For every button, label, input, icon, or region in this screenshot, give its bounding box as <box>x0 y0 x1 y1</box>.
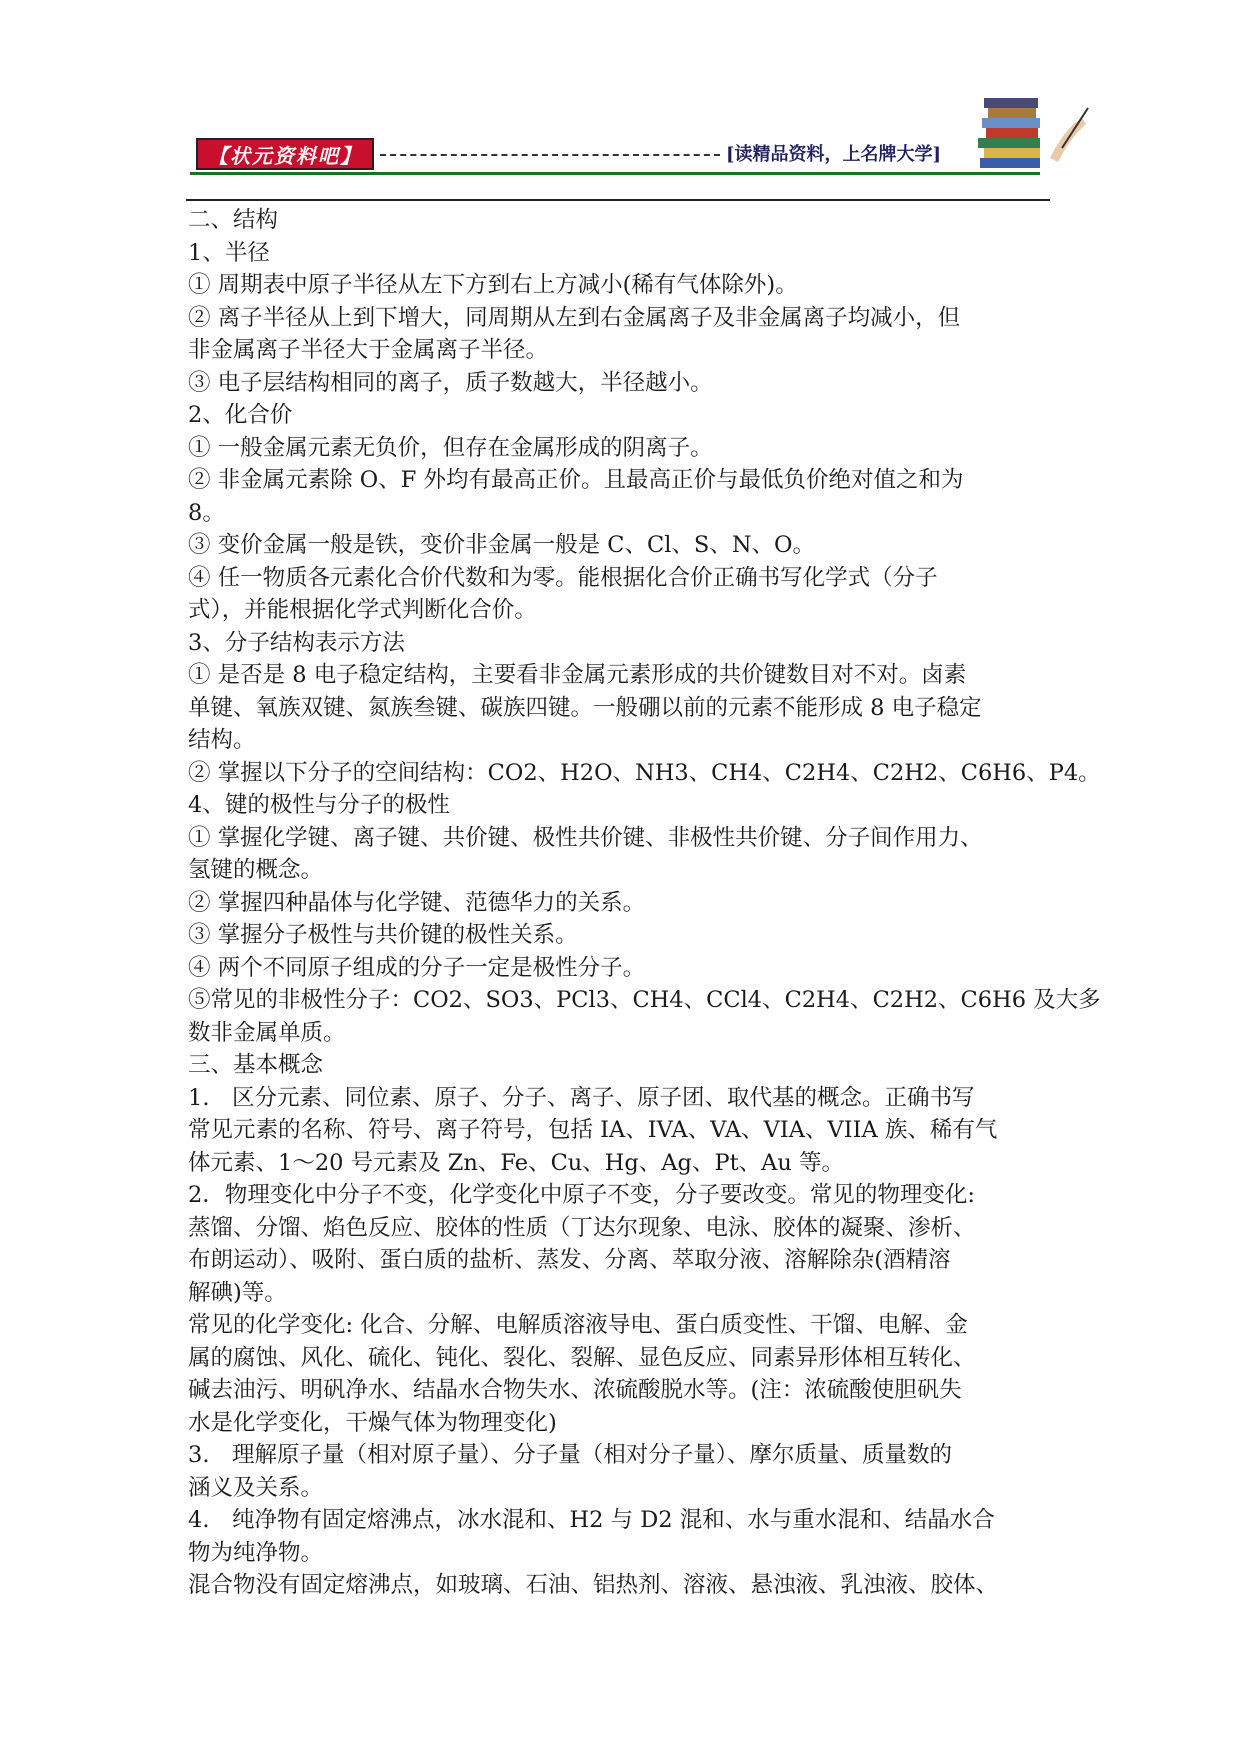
text-line: ② 掌握四种晶体与化学键、范德华力的关系。 <box>188 889 646 916</box>
text-line: 常见元素的名称、符号、离子符号，包括 IA、IVA、VA、VIA、VIIA 族、稀有气 <box>188 1117 998 1143</box>
text-line: 1. 区分元素、同位素、原子、分子、离子、原子团、取代基的概念。正确书写 <box>188 1084 975 1111</box>
text-line: 物为纯净物。 <box>188 1539 324 1566</box>
header-green-bar <box>190 172 1040 175</box>
text-line: ① 周期表中原子半径从左下方到右上方减小(稀有气体除外)。 <box>188 272 798 298</box>
text-line: ② 非金属元素除 O、F 外均有最高正价。且最高正价与最低负价绝对值之和为 <box>188 467 964 493</box>
page-header <box>190 88 1090 188</box>
text-line: ① 掌握化学键、离子键、共价键、极性共价键、非极性共价键、分子间作用力、 <box>188 824 983 851</box>
text-line: 布朗运动）、吸附、蛋白质的盐析、蒸发、分离、萃取分液、溶解除杂(酒精溶 <box>188 1247 951 1273</box>
text-line: ③ 变价金属一般是铁，变价非金属一般是 C、Cl、S、N、O。 <box>188 532 815 558</box>
text-line: 碱去油污、明矾净水、结晶水合物失水、浓硫酸脱水等。(注：浓硫酸使胆矾失 <box>188 1377 962 1403</box>
text-line: ③ 电子层结构相同的离子，质子数越大，半径越小。 <box>188 369 713 396</box>
text-line: 8。 <box>188 499 225 526</box>
text-line: 4、键的极性与分子的极性 <box>188 792 450 818</box>
text-line: ① 一般金属元素无负价，但存在金属形成的阴离子。 <box>188 434 713 461</box>
text-line: ④ 任一物质各元素化合价代数和为零。能根据化合价正确书写化学式（分子 <box>188 564 938 591</box>
text-line: ② 离子半径从上到下增大，同周期从左到右金属离子及非金属离子均减小，但 <box>188 304 961 331</box>
document-body <box>188 204 1101 1602</box>
text-line: 体元素、1～20 号元素及 Zn、Fe、Cu、Hg、Ag、Pt、Au 等。 <box>188 1149 845 1176</box>
text-line: 混合物没有固定熔沸点，如玻璃、石油、铝热剂、溶液、悬浊液、乳浊液、胶体、 <box>188 1572 999 1598</box>
text-line: 结构。 <box>188 727 256 753</box>
books-icon <box>970 88 1090 172</box>
text-line: 解碘)等。 <box>188 1279 287 1306</box>
text-line: ③ 掌握分子极性与共价键的极性关系。 <box>188 922 578 948</box>
text-line: ① 是否是 8 电子稳定结构，主要看非金属元素形成的共价键数目对不对。卤素 <box>188 662 967 688</box>
text-line: 涵义及关系。 <box>188 1474 324 1501</box>
text-line: ④ 两个不同原子组成的分子一定是极性分子。 <box>188 954 646 981</box>
text-line: 二、结构 <box>188 207 279 233</box>
text-line: 1、半径 <box>188 239 270 266</box>
text-line: 2．物理变化中分子不变，化学变化中原子不变，分子要改变。常见的物理变化: <box>188 1182 975 1208</box>
text-line: 3. 理解原子量（相对原子量）、分子量（相对分子量）、摩尔质量、质量数的 <box>188 1442 952 1468</box>
text-line: 常见的化学变化: 化合、分解、电解质溶液导电、蛋白质变性、干馏、电解、金 <box>188 1312 968 1338</box>
text-line: 单键、氧族双键、氮族叁键、碳族四键。一般硼以前的元素不能形成 8 电子稳定 <box>188 694 982 721</box>
text-line: 属的腐蚀、风化、硫化、钝化、裂化、裂解、显色反应、同素异形体相互转化、 <box>188 1344 976 1371</box>
header-slogan: [读精品资料，上名牌大学] <box>726 144 942 165</box>
text-line: 氢键的概念。 <box>188 857 324 883</box>
text-line: ⑤常见的非极性分子：CO2、SO3、PCl3、CH4、CCl4、C2H4、C2H2、C6H6 及大多 <box>188 987 1101 1013</box>
text-line: 三、基本概念 <box>188 1052 324 1078</box>
text-line: 蒸馏、分馏、焰色反应、胶体的性质（丁达尔现象、电泳、胶体的凝聚、渗析、 <box>188 1214 976 1241</box>
text-line: ② 掌握以下分子的空间结构：CO2、H2O、NH3、CH4、C2H4、C2H2、C6H6、P4。 <box>188 759 1101 786</box>
text-line: 数非金属单质。 <box>188 1019 346 1046</box>
text-line: 2、化合价 <box>188 402 293 428</box>
header-rule <box>186 199 1050 201</box>
text-line: 式），并能根据化学式判断化合价。 <box>188 597 537 623</box>
text-line: 4. 纯净物有固定熔沸点，冰水混和、H2 与 D2 混和、水与重水混和、结晶水合 <box>188 1507 995 1533</box>
text-line: 水是化学变化，干燥气体为物理变化) <box>188 1409 557 1436</box>
text-line: 非金属离子半径大于金属离子半径。 <box>188 337 549 363</box>
text-line: 3、分子结构表示方法 <box>188 629 405 656</box>
brand-logo: 【状元资料吧】 <box>196 138 374 170</box>
header-dash-divider <box>380 154 720 156</box>
